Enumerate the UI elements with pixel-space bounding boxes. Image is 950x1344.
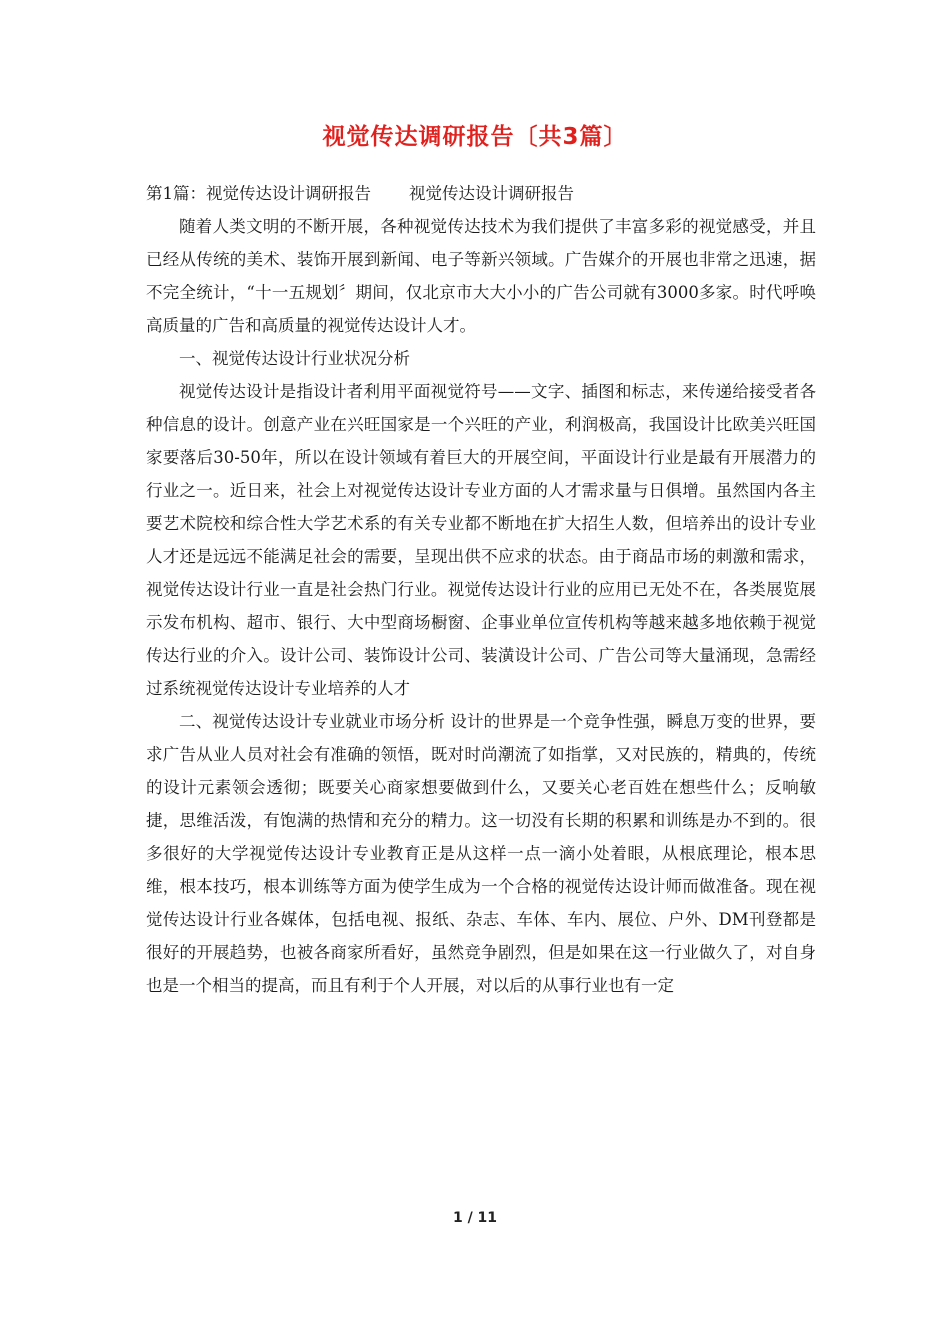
section-heading-1: 一、视觉传达设计行业状况分析 xyxy=(179,349,410,368)
document-title: 视觉传达调研报告〔共3篇〕 xyxy=(322,124,628,150)
document-body xyxy=(146,177,816,1002)
paragraph-market-analysis: 二、视觉传达设计专业就业市场分析 设计的世界是一个竞争性强，瞬息万变的世界，要求广告从业人员对社会有准确的领悟，既对时尚潮流了如指掌，又对民族的，精典的，传统的设计元素领会透彻；既要关心商家想要做到什么，又要关心老百姓在想些什么；反响敏捷，思维活泼，有饱满的热情和充分的精力。这一切没有长期的积累和训练是办不到的。很多很好的大学视觉传达设计专业教育正是从这样一点一滴小处着眼，从根底理论，根本思维，根本技巧，根本训练等方面为使学生成为一个合格的视觉传达设计师而做准备。现在视觉传达设计行业各媒体，包括电视、报纸、杂志、车体、车内、展位、户外、DM刊登都是很好的开展趋势，也被各商家所看好，虽然竞争剧烈，但是如果在这一行业做久了，对自身也是一个相当的提高，而且有利于个人开展，对以后的从事行业也有一定 xyxy=(146,712,816,995)
paragraph-industry-analysis: 视觉传达设计是指设计者利用平面视觉符号——文字、插图和标志，来传递给接受者各种信息的设计。创意产业在兴旺国家是一个兴旺的产业，利润极高，我国设计比欧美兴旺国家要落后30-50年，所以在设计领域有着巨大的开展空间，平面设计行业是最有开展潜力的行业之一。近日来，社会上对视觉传达设计专业方面的人才需求量与日俱增。虽然国内各主要艺术院校和综合性大学艺术系的有关专业都不断地在扩大招生人数，但培养出的设计专业人才还是远远不能满足社会的需要，呈现出供不应求的状态。由于商品市场的刺激和需求，视觉传达设计行业一直是社会热门行业。视觉传达设计行业的应用已无处不在，各类展览展示发布机构、超市、银行、大中型商场橱窗、企事业单位宣传机构等越来越多地依赖于视觉传达行业的介入。设计公司、装饰设计公司、装潢设计公司、广告公司等大量涌现，急需经过系统视觉传达设计专业培养的人才 xyxy=(146,382,816,698)
page-number: 1 / 11 xyxy=(452,1210,498,1226)
subtitle-part1: 第1篇：视觉传达设计调研报告 xyxy=(146,184,371,203)
subtitle-part2: 视觉传达设计调研报告 xyxy=(409,184,574,203)
subtitle-line xyxy=(146,177,816,210)
paragraph-intro: 随着人类文明的不断开展，各种视觉传达技术为我们提供了丰富多彩的视觉感受，并且已经从传统的美术、装饰开展到新闻、电子等新兴领域。广告媒介的开展也非常之迅速，据不完全统计，“十一五规划〞期间，仅北京市大大小小的广告公司就有3000多家。时代呼唤高质量的广告和高质量的视觉传达设计人才。 xyxy=(146,217,816,335)
